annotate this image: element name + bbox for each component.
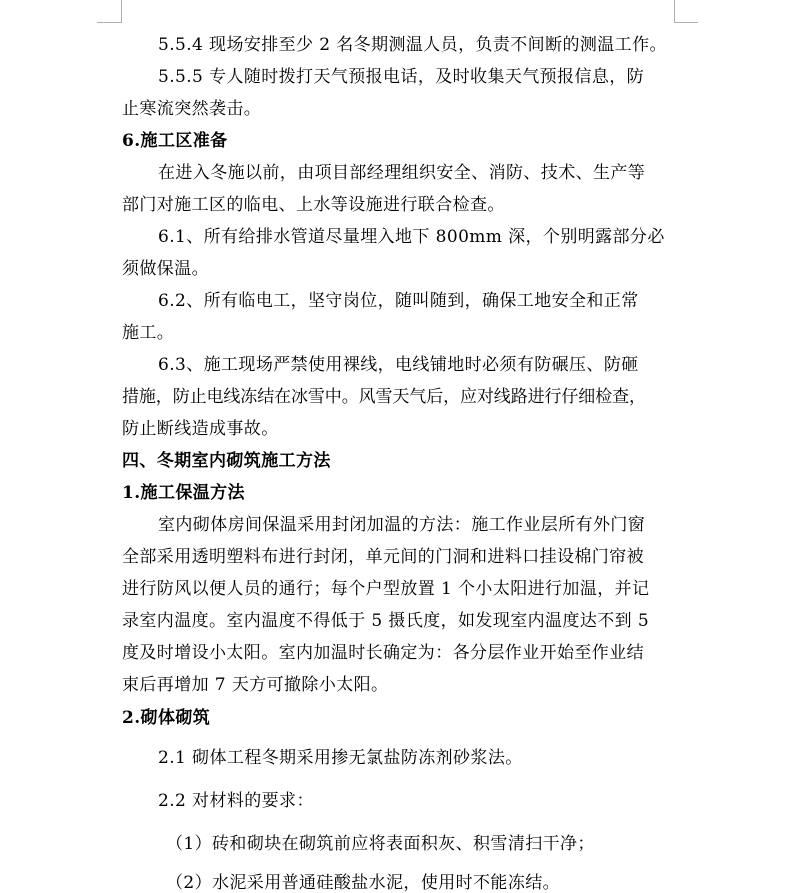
paragraph-line: 6.2、所有临电工，坚守岗位，随叫随到，确保工地安全和正常 xyxy=(158,291,639,311)
list-item: （1）砖和砌块在砌筑前应将表面积灰、积雪清扫干净； xyxy=(166,834,595,854)
paragraph-line: 防止断线造成事故。 xyxy=(122,419,279,439)
section-heading: 6.施工区准备 xyxy=(122,131,228,151)
crop-mark-top-right xyxy=(674,22,698,23)
paragraph-line: 5.5.5 专人随时拨打天气预报电话，及时收集天气预报信息，防 xyxy=(158,67,645,87)
crop-mark-top-left xyxy=(97,22,122,23)
paragraph-line: 在进入冬施以前，由项目部经理组织安全、消防、技术、生产等 xyxy=(158,163,646,183)
paragraph-line: 6.3、施工现场严禁使用裸线，电线铺地时必须有防碾压、防砸 xyxy=(158,355,639,375)
paragraph-line: 束后再增加 7 天方可撤除小太阳。 xyxy=(122,675,389,695)
paragraph-line: 措施，防止电线冻结在冰雪中。风雪天气后，应对线路进行仔细检查， xyxy=(122,387,646,407)
paragraph-line: 进行防风以便人员的通行；每个户型放置 1 个小太阳进行加温，并记 xyxy=(122,579,650,599)
paragraph-line: 2.2 对材料的要求： xyxy=(158,791,314,811)
paragraph-line: 须做保温。 xyxy=(122,259,209,279)
paragraph-line: 施工。 xyxy=(122,323,175,343)
crop-mark-top-left xyxy=(121,0,122,23)
paragraph-line: 室内砌体房间保温采用封闭加温的方法：施工作业层所有外门窗 xyxy=(158,515,646,535)
paragraph-line: 录室内温度。室内温度不得低于 5 摄氏度，如发现室内温度达不到 5 xyxy=(122,611,650,631)
paragraph-line: 度及时增设小太阳。室内加温时长确定为：各分层作业开始至作业结 xyxy=(122,643,644,663)
paragraph-line: 5.5.4 现场安排至少 2 名冬期测温人员，负责不间断的测温工作。 xyxy=(158,35,667,55)
list-item: （2）水泥采用普通硅酸盐水泥，使用时不能冻结。 xyxy=(166,873,561,893)
paragraph-line: 2.1 砌体工程冬期采用掺无氯盐防冻剂砂浆法。 xyxy=(158,748,523,768)
chapter-heading: 四、冬期室内砌筑施工方法 xyxy=(122,451,331,471)
section-heading: 1.施工保温方法 xyxy=(122,483,245,503)
crop-mark-top-right xyxy=(674,0,675,23)
paragraph-line: 止寒流突然袭击。 xyxy=(122,99,262,119)
paragraph-line: 6.1、所有给排水管道尽量埋入地下 800mm 深，个别明露部分必 xyxy=(158,227,665,247)
section-heading: 2.砌体砌筑 xyxy=(122,708,211,728)
paragraph-line: 全部采用透明塑料布进行封闭，单元间的门洞和进料口挂设棉门帘被 xyxy=(122,547,644,567)
paragraph-line: 部门对施工区的临电、上水等设施进行联合检查。 xyxy=(122,195,505,215)
